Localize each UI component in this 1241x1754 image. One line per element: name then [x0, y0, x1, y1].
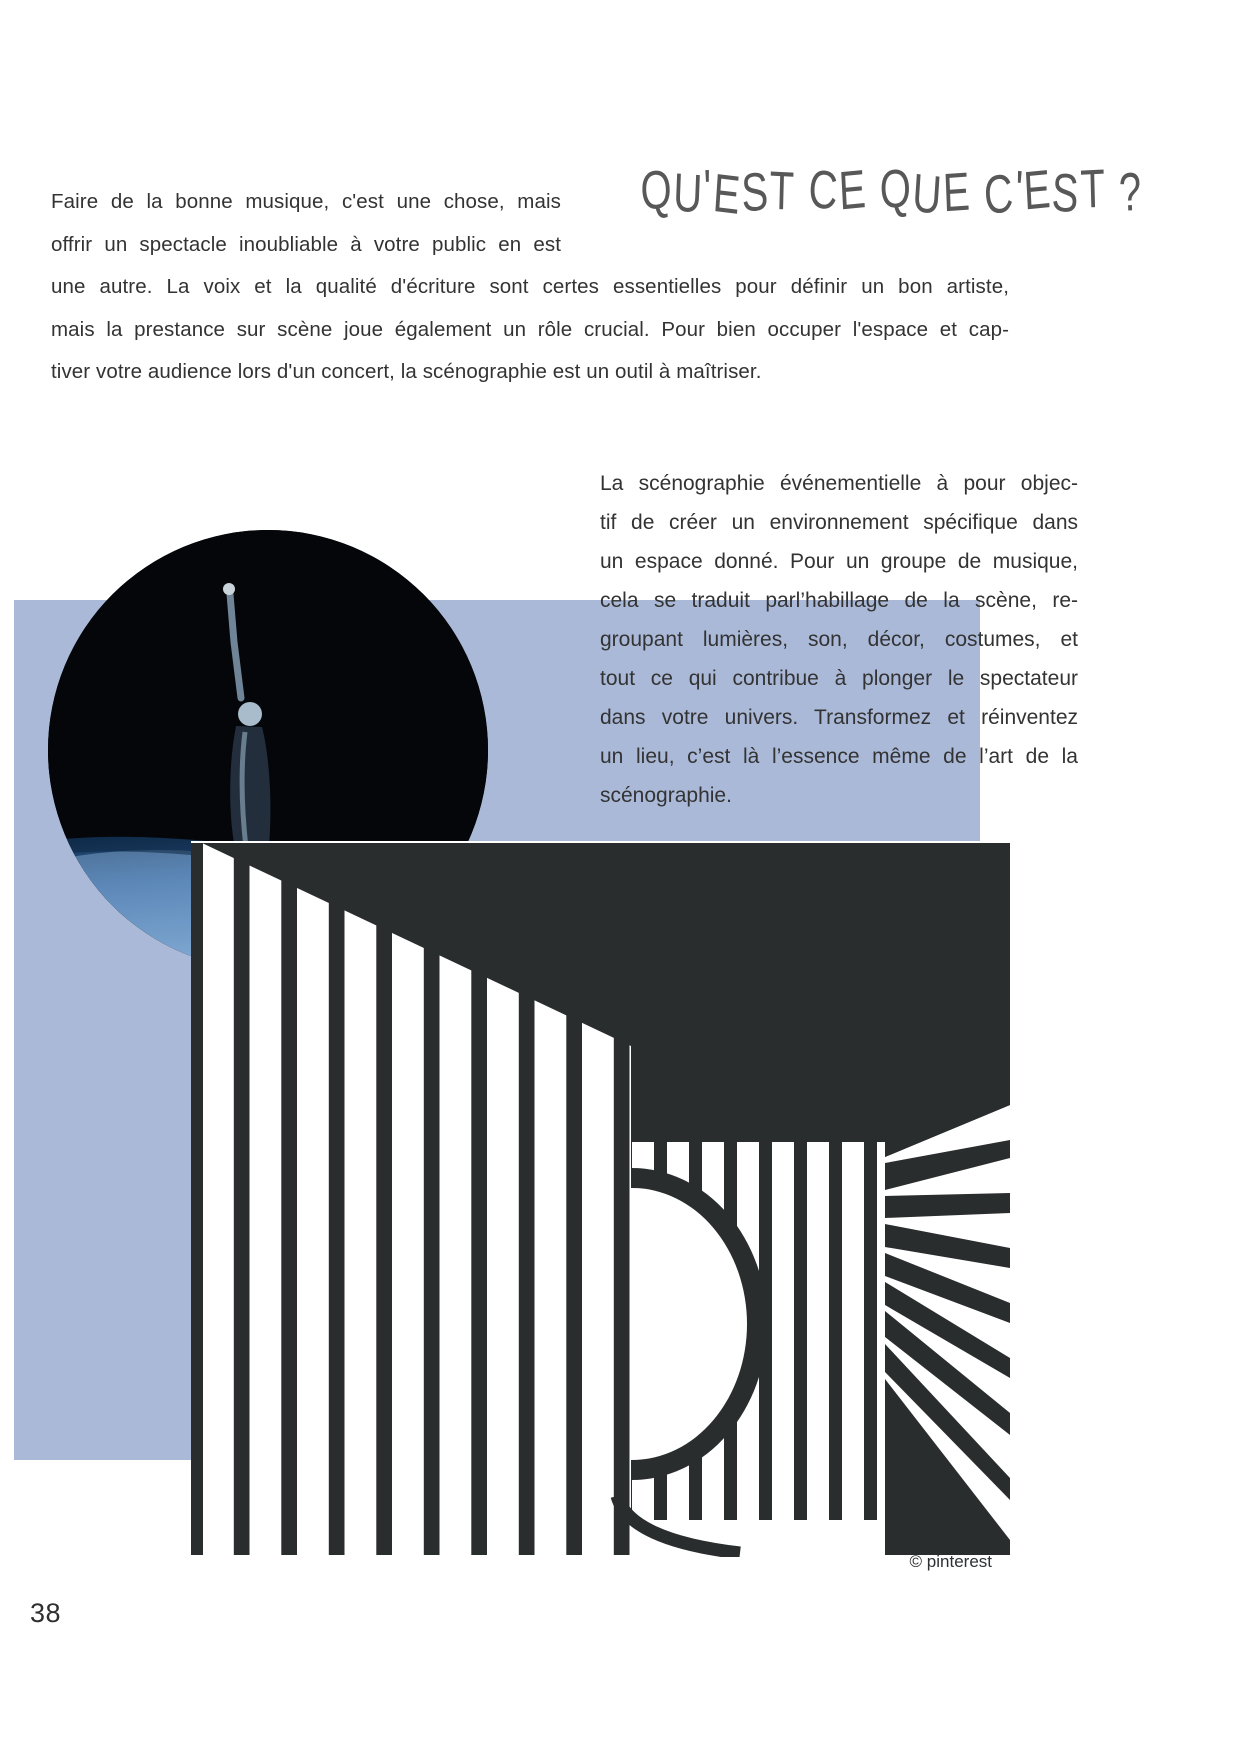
photo-credit: © pinterest: [909, 1552, 992, 1571]
title-char: S: [1050, 161, 1082, 225]
title-char: ': [702, 158, 714, 220]
title-char: E: [1022, 158, 1054, 222]
page-number: 38: [30, 1598, 62, 1628]
title-char: [867, 161, 880, 224]
page-title-text: [638, 157, 1145, 227]
intro-line: une autre. La voix et la qualité d'écriture sont certes essentielles pour définir un bon artiste,: [51, 275, 1009, 298]
body-line: un espace donné. Pour un groupe de musique,: [600, 550, 1078, 573]
title-char: U: [672, 161, 705, 225]
title-char: E: [711, 162, 744, 226]
body-line: dans votre univers. Transformez et réinventez: [600, 706, 1078, 729]
title-char: T: [1079, 157, 1108, 220]
title-char: ?: [1118, 160, 1145, 224]
body-line: scénographie.: [600, 784, 732, 807]
title-char: T: [768, 160, 797, 222]
body-line: tout ce qui contribue à plonger le spectateur: [600, 667, 1078, 690]
title-char: C: [806, 158, 841, 222]
body-line: tif de créer un environnement spécifique dans: [600, 511, 1078, 534]
page-title: [515, 157, 1145, 263]
op-art-image: [191, 841, 1010, 1557]
intro-line: mais la prestance sur scène joue également un rôle crucial. Pour bien occuper l'espace et cap-: [51, 317, 1009, 341]
title-char: E: [837, 158, 869, 222]
title-char: U: [910, 162, 945, 227]
title-char: ': [1013, 159, 1026, 221]
title-char: E: [941, 160, 973, 224]
body-line: cela se traduit parl’habillage de la scène, re-: [600, 589, 1078, 612]
body-line: La scénographie événementielle à pour objec-: [600, 472, 1078, 495]
title-char: Q: [879, 157, 914, 220]
body-paragraph: [600, 464, 1078, 815]
body-line: un lieu, c’est là l’essence même de l’art de la: [600, 745, 1078, 768]
intro-line: offrir un spectacle inoubliable à votre public en est: [51, 232, 561, 256]
intro-line: Faire de la bonne musique, c'est une chose, mais: [51, 190, 561, 213]
striped-room-graphic: [191, 841, 1010, 1557]
intro-line: tiver votre audience lors d'un concert, la scénographie est un outil à maîtriser.: [51, 360, 762, 383]
title-char: S: [740, 160, 771, 224]
title-char: C: [982, 162, 1017, 227]
body-line: groupant lumières, son, décor, costumes, et: [600, 628, 1078, 651]
title-char: Q: [638, 158, 675, 222]
